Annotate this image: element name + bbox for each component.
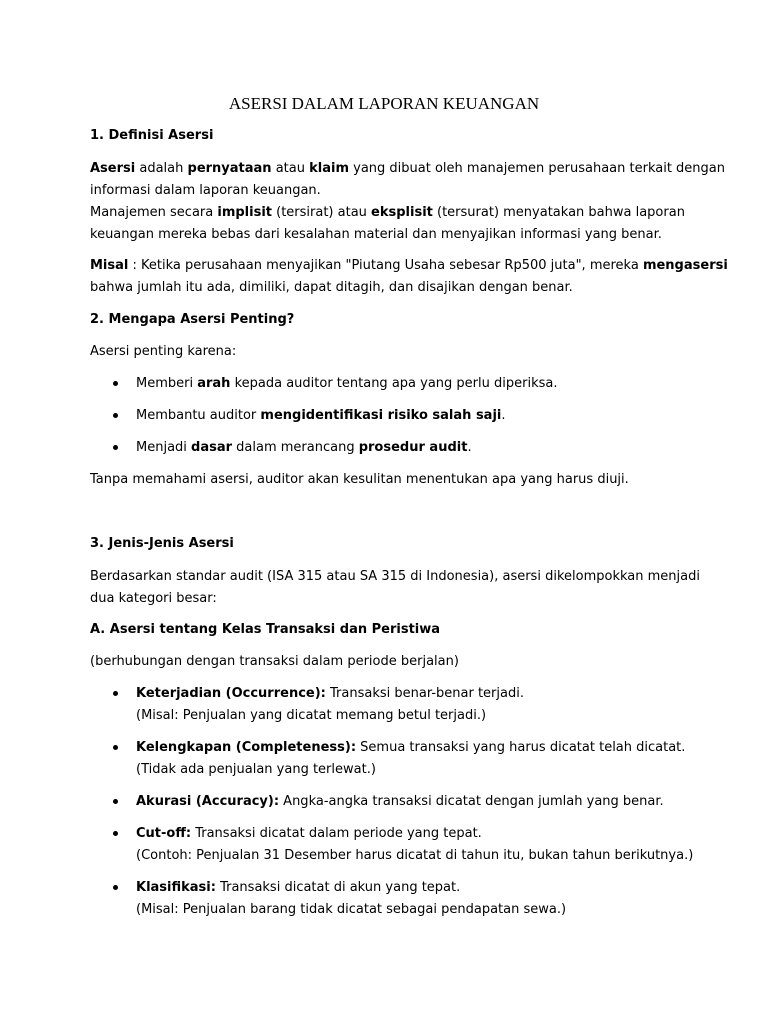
- assertion-item-accuracy: Akurasi (Accuracy): Angka-angka transaksi dicatat dengan jumlah yang benar.: [136, 794, 664, 809]
- section-3-intro: Berdasarkan standar audit (ISA 315 atau SA 315 di Indonesia), asersi dikelompokkan menjadi dua kategori besar:: [90, 569, 700, 606]
- bullet-icon: [113, 831, 118, 836]
- definition-paragraph: Asersi adalah pernyataan atau klaim yang dibuat oleh manajemen perusahaan terkait dengan informasi dalam laporan keuangan. Manajemen secara implisit (tersirat) atau eksplisit (tersurat) menyatakan bahwa laporan keuangan mereka bebas dari kesalahan material dan menyajikan informasi yang benar.: [90, 161, 726, 242]
- bullet-icon: [113, 413, 118, 418]
- term-misal: Misal: [90, 258, 129, 273]
- assertion-item-classification: Klasifikasi: Transaksi dicatat di akun yang tepat. (Misal: Penjualan barang tidak dicatat sebagai pendapatan sewa.): [136, 880, 567, 917]
- term-implisit: implisit: [217, 205, 272, 220]
- bullet-icon: [113, 799, 118, 804]
- section-3-heading: 3. Jenis-Jenis Asersi: [90, 536, 234, 551]
- section-2-heading: 2. Mengapa Asersi Penting?: [90, 312, 295, 327]
- bullet-icon: [113, 381, 118, 386]
- assertion-item-cutoff: Cut-off: Transaksi dicatat dalam periode yang tepat. (Contoh: Penjualan 31 Desember harus dicatat di tahun itu, bukan tahun berikutnya.): [136, 826, 694, 863]
- example-paragraph: Misal : Ketika perusahaan menyajikan "Piutang Usaha sebesar Rp500 juta", mereka mengasersi bahwa jumlah itu ada, dimiliki, dapat ditagih, dan disajikan dengan benar.: [90, 258, 728, 295]
- subsection-a-heading: A. Asersi tentang Kelas Transaksi dan Peristiwa: [90, 622, 441, 637]
- document-title: ASERSI DALAM LAPORAN KEUANGAN: [228, 94, 540, 113]
- assertion-item-completeness: Kelengkapan (Completeness): Semua transaksi yang harus dicatat telah dicatat. (Tidak ada penjualan yang terlewat.): [136, 740, 686, 777]
- subsection-a-note: (berhubungan dengan transaksi dalam periode berjalan): [90, 654, 459, 669]
- list-item: Memberi arah kepada auditor tentang apa yang perlu diperiksa.: [136, 376, 558, 391]
- section-2-outro: Tanpa memahami asersi, auditor akan kesulitan menentukan apa yang harus diuji.: [90, 472, 629, 487]
- bullet-icon: [113, 745, 118, 750]
- section-2-intro: Asersi penting karena:: [90, 344, 237, 359]
- section-1-heading: 1. Definisi Asersi: [90, 128, 214, 143]
- term-eksplisit: eksplisit: [371, 205, 433, 220]
- bullet-icon: [113, 885, 118, 890]
- bullet-icon: [113, 445, 118, 450]
- list-item: Membantu auditor mengidentifikasi risiko salah saji.: [136, 408, 506, 423]
- term-pernyataan: pernyataan: [187, 161, 272, 176]
- assertion-item-occurrence: Keterjadian (Occurrence): Transaksi benar-benar terjadi. (Misal: Penjualan yang dicatat memang betul terjadi.): [136, 686, 524, 723]
- term-klaim: klaim: [309, 161, 350, 176]
- bullet-icon: [113, 691, 118, 696]
- list-item: Menjadi dasar dalam merancang prosedur audit.: [136, 440, 472, 455]
- term-asersi: Asersi: [90, 161, 136, 176]
- term-mengasersi: mengasersi: [642, 258, 728, 273]
